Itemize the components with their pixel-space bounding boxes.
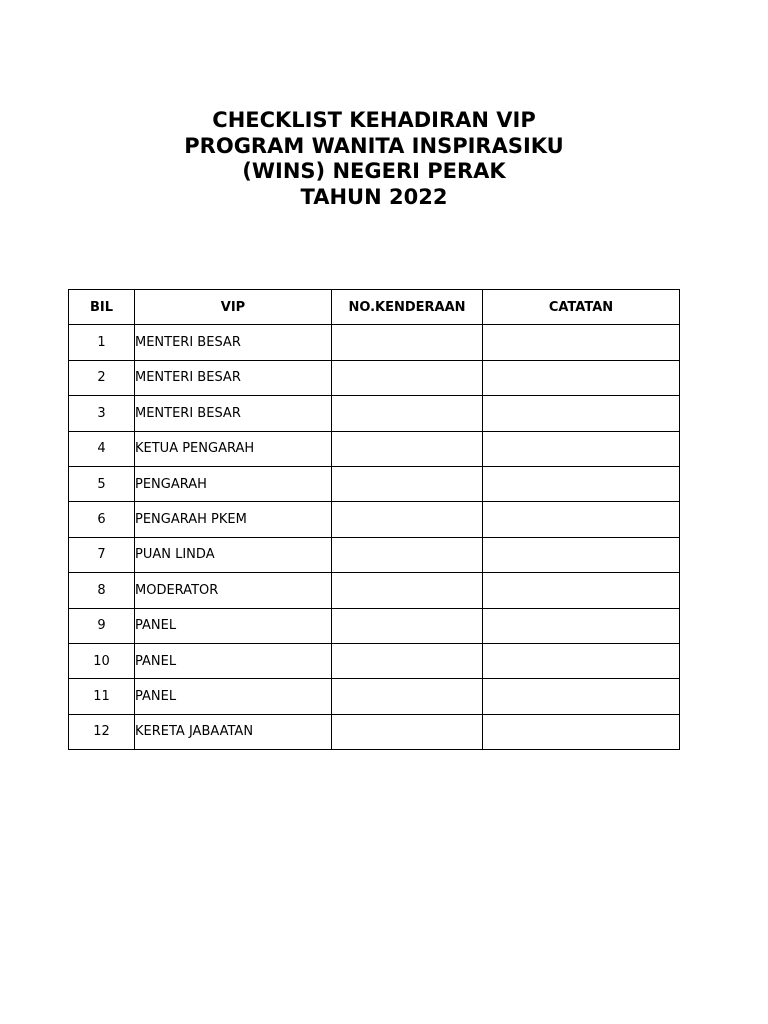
cell-catatan	[483, 325, 680, 360]
cell-catatan	[483, 502, 680, 537]
cell-bil: 4	[69, 431, 135, 466]
cell-vip: PUAN LINDA	[135, 537, 332, 572]
cell-kenderaan	[332, 396, 483, 431]
cell-bil: 8	[69, 573, 135, 608]
cell-bil: 9	[69, 608, 135, 643]
header-vip: VIP	[135, 290, 332, 325]
cell-kenderaan	[332, 502, 483, 537]
table-row	[69, 360, 680, 395]
header-kenderaan: NO.KENDERAAN	[332, 290, 483, 325]
table-row	[69, 573, 680, 608]
cell-bil: 3	[69, 396, 135, 431]
cell-vip: MENTERI BESAR	[135, 325, 332, 360]
cell-bil: 11	[69, 679, 135, 714]
cell-catatan	[483, 573, 680, 608]
table-row	[69, 502, 680, 537]
table-row	[69, 325, 680, 360]
cell-kenderaan	[332, 573, 483, 608]
cell-vip: KERETA JABAATAN	[135, 714, 332, 749]
table-header-row	[69, 290, 680, 325]
cell-catatan	[483, 679, 680, 714]
cell-vip: PENGARAH PKEM	[135, 502, 332, 537]
table-row	[69, 466, 680, 501]
header-bil: BIL	[69, 290, 135, 325]
cell-kenderaan	[332, 325, 483, 360]
table-row	[69, 537, 680, 572]
cell-vip: PANEL	[135, 679, 332, 714]
cell-bil: 5	[69, 466, 135, 501]
table-row	[69, 608, 680, 643]
cell-kenderaan	[332, 608, 483, 643]
document-title	[0, 108, 748, 210]
table-row	[69, 643, 680, 678]
cell-bil: 10	[69, 643, 135, 678]
cell-vip: PANEL	[135, 608, 332, 643]
table-row	[69, 714, 680, 749]
title-line-4: TAHUN 2022	[300, 184, 448, 209]
title-line-2: PROGRAM WANITA INSPIRASIKU	[184, 133, 564, 158]
cell-kenderaan	[332, 679, 483, 714]
cell-catatan	[483, 714, 680, 749]
cell-kenderaan	[332, 431, 483, 466]
cell-vip: MENTERI BESAR	[135, 360, 332, 395]
title-line-3: (WINS) NEGERI PERAK	[242, 159, 506, 183]
attendance-checklist-table	[68, 289, 680, 750]
table-row	[69, 431, 680, 466]
header-catatan: CATATAN	[483, 290, 680, 325]
cell-kenderaan	[332, 714, 483, 749]
cell-kenderaan	[332, 360, 483, 395]
cell-vip: PANEL	[135, 643, 332, 678]
cell-catatan	[483, 360, 680, 395]
cell-bil: 12	[69, 714, 135, 749]
cell-bil: 2	[69, 360, 135, 395]
cell-vip: MODERATOR	[135, 573, 332, 608]
cell-kenderaan	[332, 537, 483, 572]
cell-catatan	[483, 537, 680, 572]
cell-catatan	[483, 466, 680, 501]
table-body	[69, 325, 680, 750]
cell-kenderaan	[332, 643, 483, 678]
cell-bil: 7	[69, 537, 135, 572]
table-row	[69, 679, 680, 714]
cell-bil: 6	[69, 502, 135, 537]
cell-catatan	[483, 431, 680, 466]
cell-vip: PENGARAH	[135, 466, 332, 501]
cell-catatan	[483, 643, 680, 678]
table-row	[69, 396, 680, 431]
cell-catatan	[483, 396, 680, 431]
cell-vip: KETUA PENGARAH	[135, 431, 332, 466]
cell-catatan	[483, 608, 680, 643]
cell-bil: 1	[69, 325, 135, 360]
title-line-1: CHECKLIST KEHADIRAN VIP	[212, 108, 536, 132]
cell-vip: MENTERI BESAR	[135, 396, 332, 431]
cell-kenderaan	[332, 466, 483, 501]
